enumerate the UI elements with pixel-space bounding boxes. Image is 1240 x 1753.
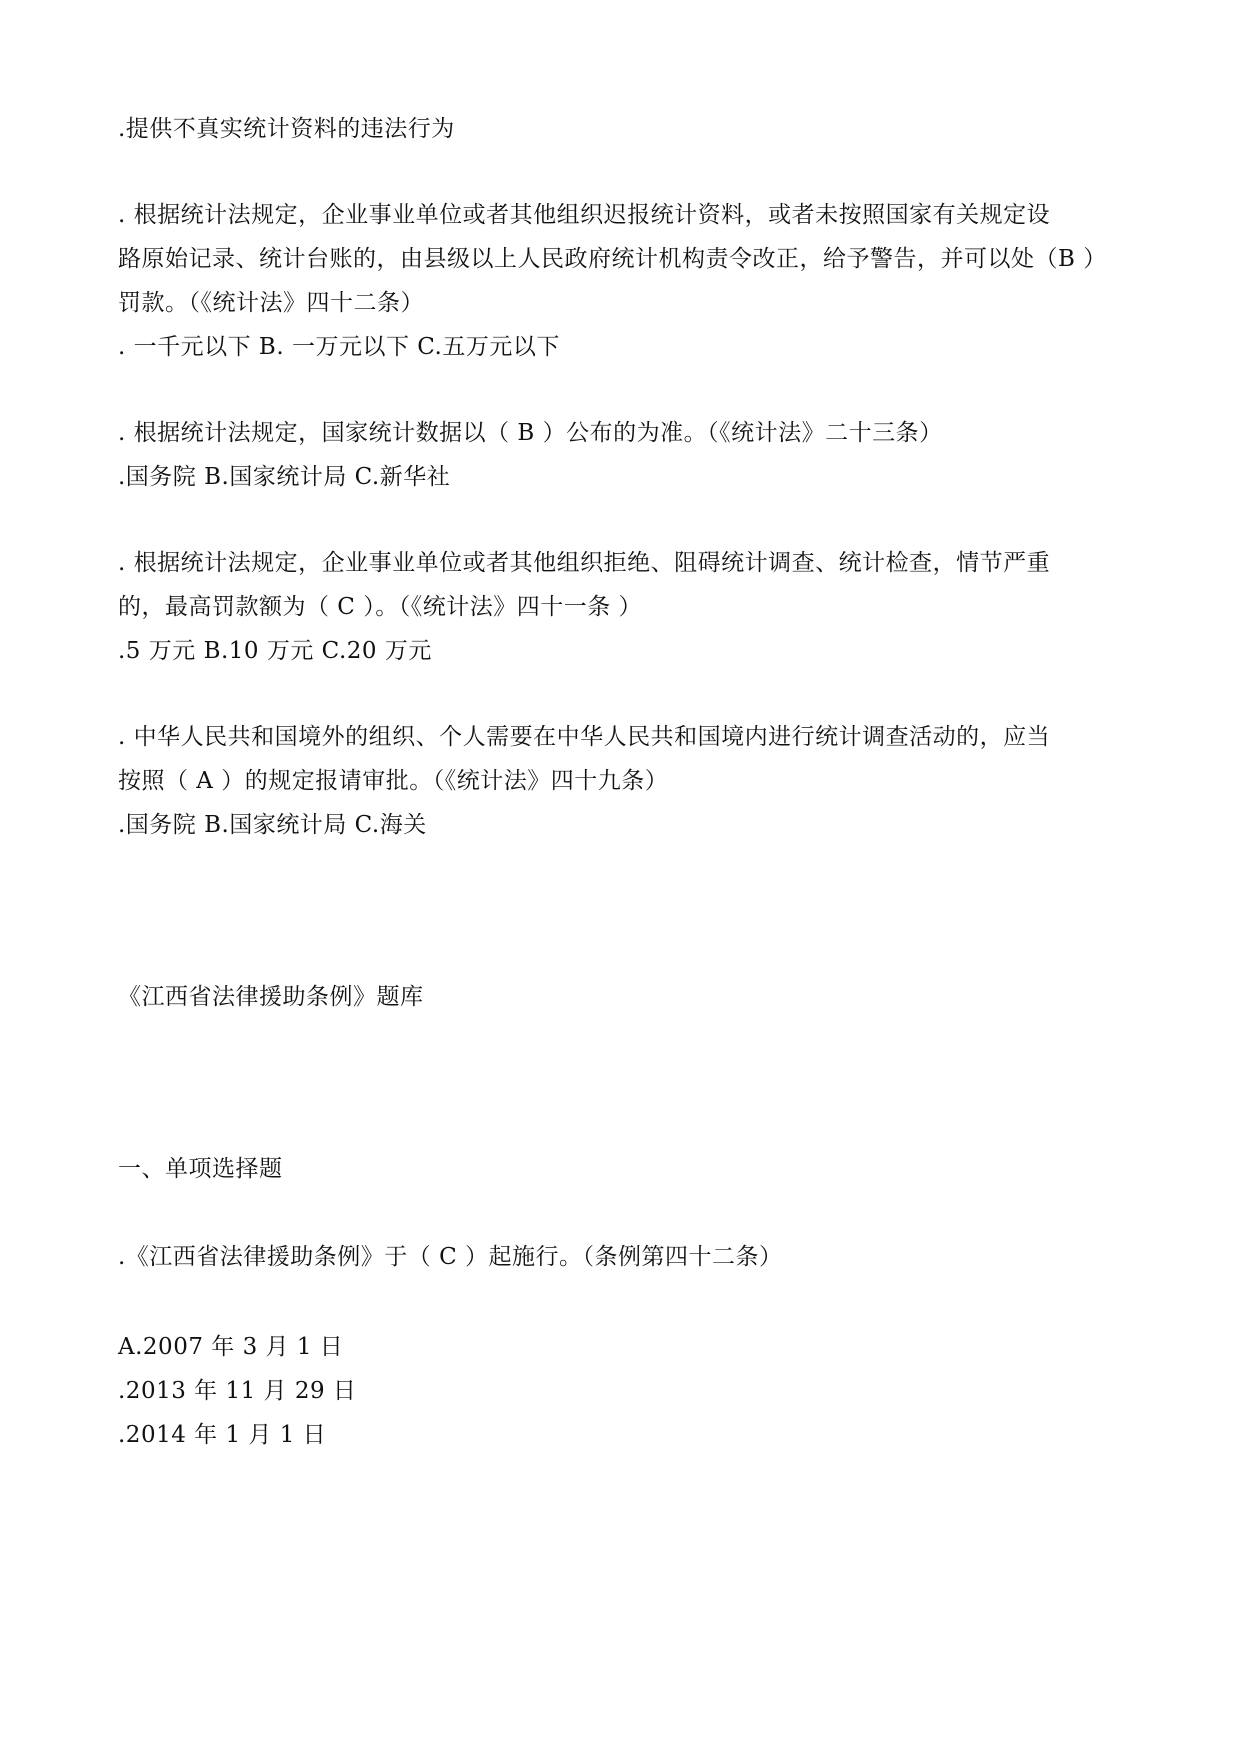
answer-options: .国务院 B.国家统计局 C.新华社 — [118, 464, 451, 490]
text-line: .提供不真实统计资料的违法行为 — [118, 116, 455, 142]
answer-options: .国务院 B.国家统计局 C.海关 — [118, 812, 427, 838]
question-text: 按照（ A ）的规定报请审批。（《统计法》四十九条） — [118, 768, 669, 794]
section-title: 《江西省法律援助条例》题库 — [118, 984, 424, 1010]
answer-option: .2013 年 11 月 29 日 — [118, 1378, 357, 1404]
question-text: .《江西省法律援助条例》于（ C ）起施行。（条例第四十二条） — [118, 1244, 783, 1270]
answer-option: A.2007 年 3 月 1 日 — [118, 1334, 344, 1360]
question-text: . 根据统计法规定，企业事业单位或者其他组织迟报统计资料，或者未按照国家有关规定设 — [118, 202, 1051, 228]
answer-options: . 一千元以下 B. 一万元以下 C.五万元以下 — [118, 334, 560, 360]
question-text: . 根据统计法规定，企业事业单位或者其他组织拒绝、阻碍统计调查、统计检查，情节严重 — [118, 550, 1051, 576]
question-text: 的，最高罚款额为（ C ）。（《统计法》四十一条 ） — [118, 594, 643, 620]
section-heading: 一、单项选择题 — [118, 1156, 283, 1182]
question-text: 路原始记录、统计台账的，由县级以上人民政府统计机构责令改正，给予警告，并可以处（B ） — [118, 246, 1107, 272]
question-text: . 中华人民共和国境外的组织、个人需要在中华人民共和国境内进行统计调查活动的，应当 — [118, 724, 1051, 750]
question-text: 罚款。（《统计法》四十二条） — [118, 290, 424, 316]
answer-option: .2014 年 1 月 1 日 — [118, 1422, 327, 1448]
question-text: . 根据统计法规定，国家统计数据以（ B ）公布的为准。（《统计法》二十三条） — [118, 420, 943, 446]
answer-options: .5 万元 B.10 万元 C.20 万元 — [118, 638, 432, 664]
